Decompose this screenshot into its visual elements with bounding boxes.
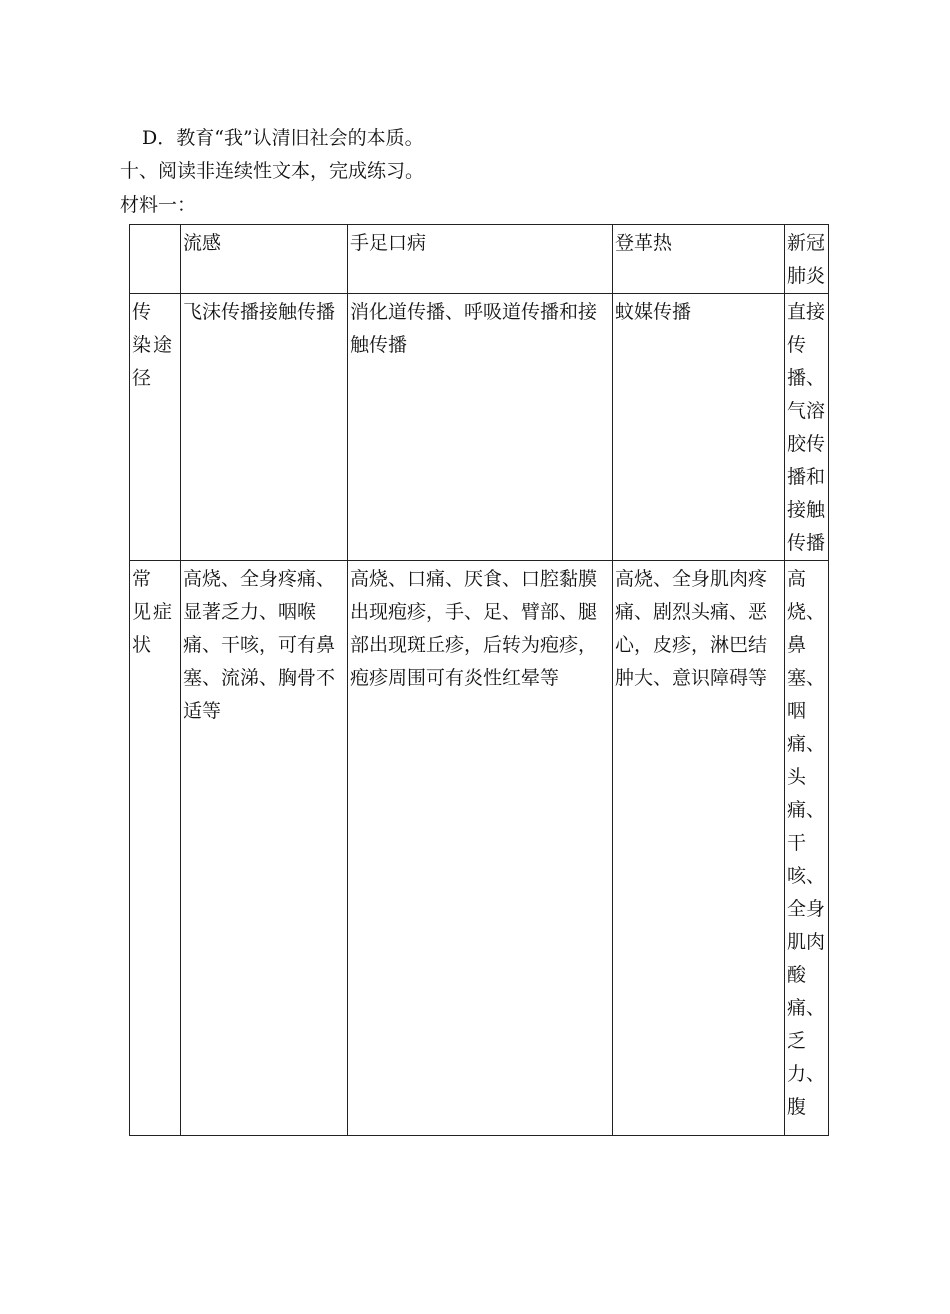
table-cell: 高烧、全身疼痛、显著乏力、咽喉痛、干咳，可有鼻塞、流涕、胸骨不适等 [181,561,348,1136]
table-cell: 蚊媒传播 [613,294,785,561]
option-d-line: D．教育“我”认清旧社会的本质。 [142,127,424,149]
table-cell: 高烧、鼻塞、咽痛、头痛、干咳、全身肌肉酸痛、乏力、腹 [785,561,829,1136]
table-corner-cell [130,225,181,294]
section-ten-heading: 十、阅读非连续性文本，完成练习。 [120,160,425,182]
table-cell: 高烧、全身肌肉疼痛、剧烈头痛、恶心，皮疹，淋巴结肿大、意识障碍等 [613,561,785,1136]
row-label-transmission: 传 染途径 [130,294,181,561]
header-dengue: 登革热 [613,225,785,294]
material-one-label: 材料一： [120,194,197,216]
header-flu: 流感 [181,225,348,294]
table-cell: 直接传播、气溶胶传播和接触传播 [785,294,829,561]
header-covid: 新冠肺炎 [785,225,829,294]
table-row [130,294,829,561]
row-label-symptoms: 常 见症状 [130,561,181,1136]
table-cell: 飞沫传播接触传播 [181,294,348,561]
table-cell: 高烧、口痛、厌食、口腔黏膜出现疱疹，手、足、臂部、腿部出现斑丘疹，后转为疱疹，疱疹周围可有炎性红晕等 [348,561,613,1136]
header-hfmd: 手足口病 [348,225,613,294]
table-header-row [130,225,829,294]
table-cell: 消化道传播、呼吸道传播和接触传播 [348,294,613,561]
disease-comparison-table [129,224,829,1136]
table-row [130,561,829,1136]
